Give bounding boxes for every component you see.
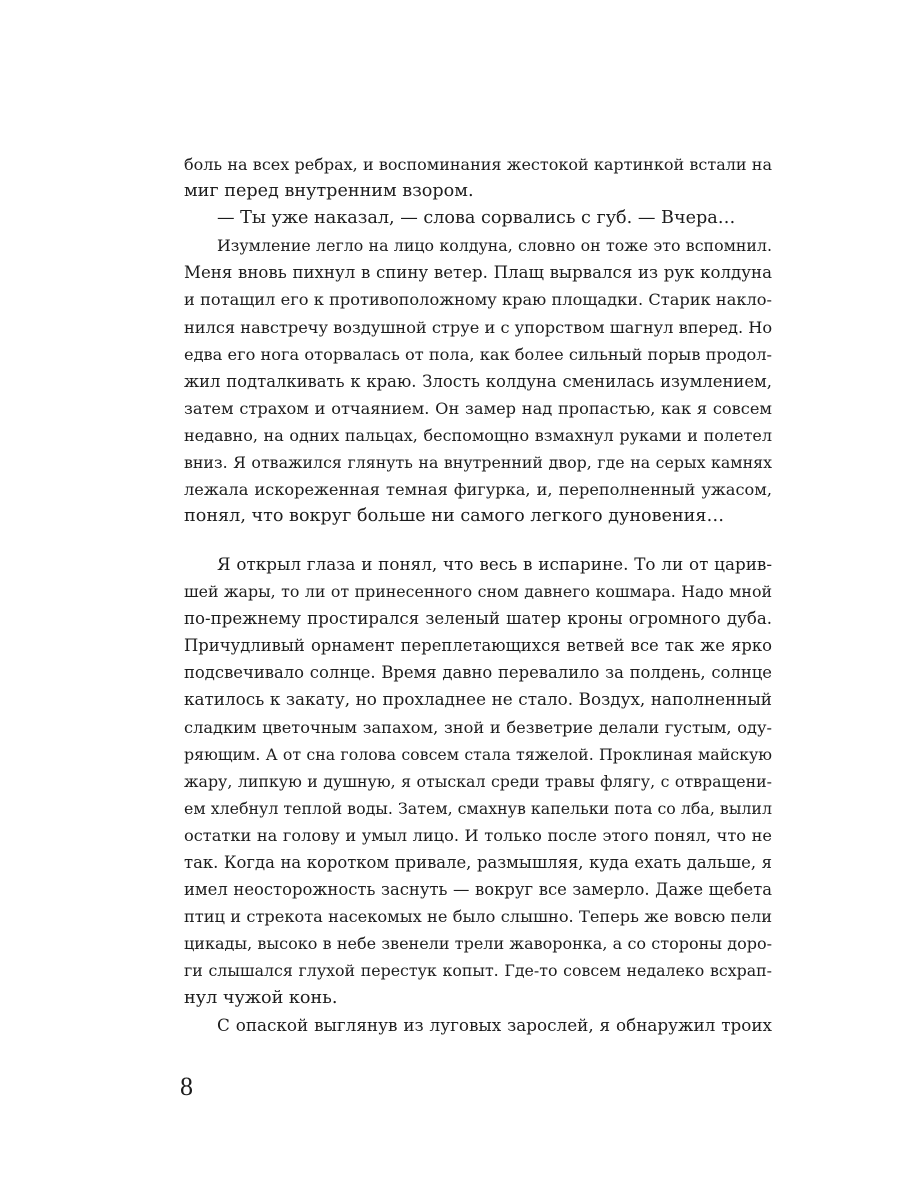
- text-line: боль на всех ребрах, и воспоминания жестокой картинкой встали на: [184, 155, 772, 174]
- text-line: жару, липкую и душную, я отыскал среди травы флягу, с отвращени-: [184, 771, 772, 791]
- text-line: Причудливый орнамент переплетающихся ветвей все так же ярко: [184, 636, 772, 656]
- text-line: имел неосторожность заснуть — вокруг все замерло. Даже щебета: [184, 880, 772, 900]
- text-line: подсвечивало солнце. Время давно перевалило за полдень, солнце: [184, 663, 772, 683]
- text-line: цикады, высоко в небе звенели трели жаворонка, а со стороны доро-: [184, 934, 772, 954]
- text-line: едва его нога оторвалась от пола, как более сильный порыв продол-: [184, 344, 772, 364]
- page-number: 8: [180, 1072, 193, 1101]
- text-line: так. Когда на коротком привале, размышляя, куда ехать дальше, я: [184, 853, 772, 873]
- text-line: ем хлебнул теплой воды. Затем, смахнув капельки пота со лба, вылил: [184, 798, 772, 818]
- text-line: ряющим. А от сна голова совсем стала тяжелой. Проклиная майскую: [184, 744, 772, 764]
- text-line: птиц и стрекота насекомых не было слышно. Теперь же вовсю пели: [184, 907, 772, 927]
- text-line: остатки на голову и умыл лицо. И только после этого понял, что не: [184, 825, 772, 845]
- text-line: шей жары, то ли от принесенного сном давнего кошмара. Надо мной: [184, 582, 772, 602]
- dialogue-line: — Ты уже наказал, — слова сорвались с губ. — Вчера…: [217, 208, 736, 229]
- text-line: сладким цветочным запахом, зной и безветрие делали густым, оду-: [184, 717, 772, 737]
- text-line: лежала искореженная темная фигурка, и, переполненный ужасом,: [184, 480, 772, 500]
- text-line: миг перед внутренним взором.: [184, 181, 474, 202]
- text-block-dream: [184, 151, 772, 530]
- text-line: затем страхом и отчаянием. Он замер над пропастью, как я совсем: [184, 398, 772, 418]
- text-line: недавно, на одних пальцах, беспомощно взмахнул руками и полетел: [184, 425, 772, 445]
- text-line: и потащил его к противоположному краю площадки. Старик накло-: [184, 290, 772, 310]
- text-line: нился навстречу воздушной струе и с упорством шагнул вперед. Но: [184, 317, 773, 337]
- text-line: Изумление легло на лицо колдуна, словно он тоже это вспомнил.: [217, 236, 772, 256]
- text-line: нул чужой конь.: [184, 987, 338, 1008]
- text-line: понял, что вокруг больше ни самого легкого дуновения…: [184, 506, 725, 527]
- text-line: катилось к закату, но прохладнее не стало. Воздух, наполненный: [184, 689, 772, 710]
- text-line: С опаской выглянув из луговых зарослей, я обнаружил троих: [217, 1014, 772, 1035]
- text-line: по-прежнему простирался зеленый шатер кроны огромного дуба.: [184, 609, 772, 629]
- text-line: вниз. Я отважился глянуть на внутренний двор, где на серых камнях: [184, 453, 772, 473]
- text-line: ги слышался глухой перестук копыт. Где-то совсем недалеко всхрап-: [184, 961, 772, 981]
- text-block-awakening: [184, 551, 772, 1039]
- text-line: жил подталкивать к краю. Злость колдуна сменилась изумлением,: [184, 371, 772, 391]
- text-line: Меня вновь пихнул в спину ветер. Плащ вырвался из рук колдуна: [184, 263, 772, 283]
- text-line: Я открыл глаза и понял, что весь в испарине. То ли от царив-: [217, 554, 772, 574]
